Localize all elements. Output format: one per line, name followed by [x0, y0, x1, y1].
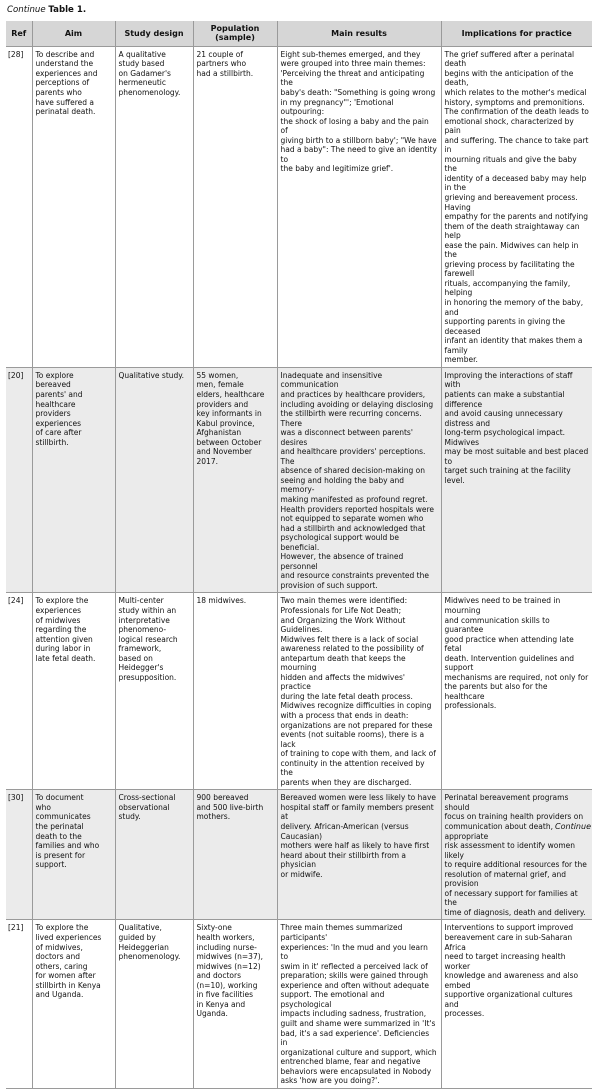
cell-study-design: Qualitative study.: [115, 367, 193, 593]
cell-main-results: Inadequate and insensitive communication and practices by healthcare providers, including avoiding or delaying disclosing the stillbirth were recurring concerns. There was a disconnect between parents' desires and healthcare providers' perceptions. The absence of shared decision-making on seeing and holding the baby and memory- making manifested as profound regret. Health providers reported hospitals were not equipped to separate women who had a stillbirth and acknowledged that psychological support would be beneficial. However, the absence of trained personnel and resource constraints prevented the provision of such support.: [277, 367, 441, 593]
cell-aim: To explore the lived experiences of midwives, doctors and others, caring for women after stillbirth in Kenya and Uganda.: [32, 920, 115, 1088]
header-study-design: Study design: [115, 21, 193, 46]
cell-implications: Improving the interactions of staff with patients can make a substantial difference and avoid causing unnecessary distress and long-term psychological impact. Midwives may be most suitable and best placed to target such training at the facility level.: [441, 367, 592, 593]
cell-main-results: Bereaved women were less likely to have hospital staff or family members present at delivery. African-American (versus Caucasian) mothers were half as likely to have first heard about their stillbirth from a physician or midwife.: [277, 790, 441, 920]
cell-population: 18 midwives.: [193, 593, 277, 790]
header-aim: Aim: [32, 21, 115, 46]
cell-population: 21 couple of partners who had a stillbirth.: [193, 46, 277, 367]
cell-study-design: A qualitative study based on Gadamer's hermeneutic phenomenology.: [115, 46, 193, 367]
cell-implications: Perinatal bereavement programs should focus on training health providers on communication about death, appropriate risk assessment to identify women likely to require additional resources for the resolution of maternal grief, and provision of necessary support for families at the time of diagnosis, death and delivery.: [441, 790, 592, 920]
cell-implications: Midwives need to be trained in mourning and communication skills to guarantee good practice when attending late fetal death. Intervention guidelines and support mechanisms are required, not only for the parents but also for the healthcare professionals.: [441, 593, 592, 790]
table-row: [6, 920, 592, 1088]
cell-implications: The grief suffered after a perinatal death begins with the anticipation of the death, which relates to the mother's medical history, symptoms and premonitions. The confirmation of the death leads to emotional shock, characterized by pain and suffering. The chance to take part in mourning rituals and give the baby the identity of a deceased baby may help in the grieving and bereavement process. Having empathy for the parents and notifying them of the death straightaway can help ease the pain. Midwives can help in the grieving process by facilitating the farewell rituals, accompanying the family, helping in honoring the memory of the baby, and supporting parents in giving the deceased infant an identity that makes them a family member.: [441, 46, 592, 367]
cell-study-design: Qualitative, guided by Heideggerian phenomenology.: [115, 920, 193, 1088]
cell-population: Sixty-one health workers, including nurse- midwives (n=37), midwives (n=12) and doctors (n=10), working in five facilities in Kenya and Uganda.: [193, 920, 277, 1088]
header-implications: Implications for practice: [441, 21, 592, 46]
cell-ref: [28]: [6, 46, 32, 367]
cell-population: 55 women, men, female elders, healthcare providers and key informants in Kabul province, Afghanistan between October and November 2017.: [193, 367, 277, 593]
cell-ref: [30]: [6, 790, 32, 920]
table-row: [6, 593, 592, 790]
cell-ref: [20]: [6, 367, 32, 593]
cell-study-design: Multi-center study within an interpretative phenomeno- logical research framework, based on Heidegger's presupposition.: [115, 593, 193, 790]
table-row: [6, 367, 592, 593]
caption-prefix: Continue: [7, 5, 46, 15]
cell-aim: To explore the experiences of midwives regarding the attention given during labor in late fetal death.: [32, 593, 115, 790]
caption-label: Table 1.: [48, 5, 87, 15]
header-main-results: Main results: [277, 21, 441, 46]
table-caption: [7, 5, 86, 15]
cell-aim: To explore bereaved parents' and healthcare providers experiences of care after stillbirth.: [32, 367, 115, 593]
cell-main-results: Two main themes were identified: Professionals for Life Not Death; and Organizing the Work Without Guidelines. Midwives felt there is a lack of social awareness related to the possibility of antepartum death that keeps the mourning hidden and affects the midwives' practice during the late fetal death process. Midwives recognize difficulties in coping with a process that ends in death: organizations are not prepared for these events (not suitable rooms), there is a lack of training to cope with them, and lack of continuity in the attention received by the parents when they are discharged.: [277, 593, 441, 790]
cell-population: 900 bereaved and 500 live-birth mothers.: [193, 790, 277, 920]
table-header-row: [6, 21, 592, 46]
table-row: [6, 790, 592, 920]
cell-aim: To describe and understand the experiences and perceptions of parents who have suffered a perinatal death.: [32, 46, 115, 367]
cell-aim: To document who communicates the perinatal death to the families and who is present for support.: [32, 790, 115, 920]
header-ref: Ref: [6, 21, 32, 46]
cell-ref: [21]: [6, 920, 32, 1088]
cell-ref: [24]: [6, 593, 32, 790]
cell-main-results: Eight sub-themes emerged, and they were grouped into three main themes: 'Perceiving the threat and anticipating the baby's death: "Something is going wrong in my pregnancy"'; 'Emotional outpouring: the shock of losing a baby and the pain of giving birth to a stillborn baby'; "We have had a baby": The need to give an identity to the baby and legitimize grief'.: [277, 46, 441, 367]
cell-main-results: Three main themes summarized participants' experiences: 'In the mud and you learn to swim in it' reflected a perceived lack of preparation; skills were gained through experience and often without adequate support. The emotional and psychological impacts including sadness, frustration, guilt and shame were summarized in 'It's bad, it's a sad experience'. Deficiencies in organizational culture and support, which entrenched blame, fear and negative behaviors were encapsulated in Nobody asks 'how are you doing?'.: [277, 920, 441, 1088]
table-row: [6, 46, 592, 367]
continue-footer: Continue: [555, 822, 591, 831]
cell-study-design: Cross-sectional observational study.: [115, 790, 193, 920]
results-table: [6, 21, 592, 1089]
header-population: Population (sample): [193, 21, 277, 46]
cell-implications: Interventions to support improved bereavement care in sub-Saharan Africa need to target increasing health worker knowledge and awareness and also embed supportive organizational cultures and processes.: [441, 920, 592, 1088]
